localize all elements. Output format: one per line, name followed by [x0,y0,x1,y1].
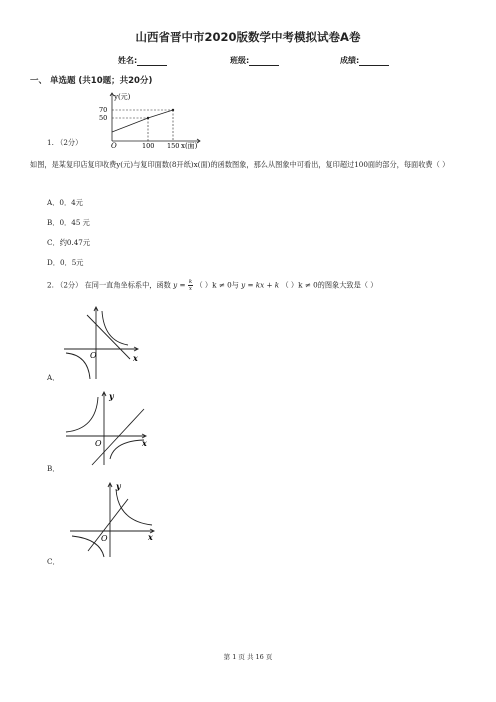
q2-paren2: （ ） [281,280,299,290]
q2a-hyperbola-upper [102,311,128,345]
q1-text: 如图，是某复印店复印收费y(元)与复印面数(8开纸)x(面)的函数图象，那么从图象中可看出，复印超过100面的部分，每面收费（ ） [30,160,450,169]
q2-cond2: k ≠ 0的图象大致是（ ） [298,280,378,290]
q1-tick-150: 150 [167,142,180,149]
q1-graph [92,89,204,149]
q1-option-c-letter: C． [47,238,60,247]
q2b-x-label: x [142,438,147,448]
q2-text-a: 在同一直角坐标系中，函数 [84,280,171,290]
q1-option-c-text: 约0.47元 [59,238,91,247]
q1-point-150 [172,109,174,111]
q2c-origin: O [101,534,108,543]
q2-stem [47,279,377,292]
q2-option-b-label[interactable]: B． [47,464,60,473]
section-heading: 一、 单选题 (共10题；共20分) [30,76,153,86]
score-blank [359,56,389,66]
q1-origin: O [111,142,117,149]
page-title: 山西省晋中市2020版数学中考模拟试卷A卷 [135,30,361,44]
q2-func1-lhs: y = [173,280,186,290]
q2c-y-label: y [116,481,121,491]
q2-func1-num: k [188,279,193,285]
q1-tick-50: 50 [99,114,108,122]
q2b-y-label: y [109,391,114,401]
q2-option-c-graph[interactable] [64,479,160,559]
name-label: 姓名: [118,56,138,65]
q1-option-b-text: 0．45 元 [59,218,90,227]
q2-option-b-graph[interactable] [62,389,152,467]
q2-option-a-label[interactable]: A． [47,373,60,382]
class-blank [249,56,279,66]
q1-option-c[interactable] [47,237,90,248]
q2a-hyperbola-lower [66,353,90,379]
q1-option-d-letter: D． [47,258,60,267]
q1-x-label: x(面) [181,142,198,149]
q1-y-label: y(元) [114,93,131,101]
score-label: 成绩: [340,56,360,65]
q2-paren1: （ ） [195,280,213,290]
class-field [230,55,279,66]
q1-number: 1. （2分） [47,138,83,147]
q1-fee-line [112,110,173,132]
q1-point-100 [147,117,149,119]
q2-option-c-label[interactable]: C． [47,557,60,566]
q2b-hyperbola-lower [110,440,144,459]
q2-cond1: k ≠ 0与 [212,280,239,290]
q1-option-d-text: 0．5元 [59,258,84,267]
q1-option-b-letter: B． [47,218,60,227]
q2c-x-label: x [148,532,153,542]
q2c-hyperbola-lower [72,536,104,557]
score-field [340,55,389,66]
q2a-x-label: x [133,353,138,363]
q2-option-a-graph[interactable] [62,303,144,381]
class-label: 班级: [230,56,250,65]
q1-tick-70: 70 [99,106,108,114]
q1-option-b[interactable] [47,217,90,228]
name-field [118,55,167,66]
page-footer: 第 1 页 共 16 页 [223,653,273,661]
q1-option-a[interactable] [47,197,83,208]
name-blank [137,56,167,66]
q1-option-a-text: 0．4元 [59,198,83,207]
q2a-origin: O [90,351,97,360]
q2b-hyperbola-upper [66,397,98,432]
q1-option-a-letter: A． [47,198,60,207]
q1-option-d[interactable] [47,257,83,268]
q2b-origin: O [95,439,102,448]
q2-number: 2. （2分） [47,280,83,290]
q1-tick-100: 100 [142,142,155,149]
q2-func1-den: x [188,286,193,292]
q2-func1-fraction [188,279,193,292]
q2b-line [92,409,144,465]
q2-func2: y = kx + k [241,280,280,290]
